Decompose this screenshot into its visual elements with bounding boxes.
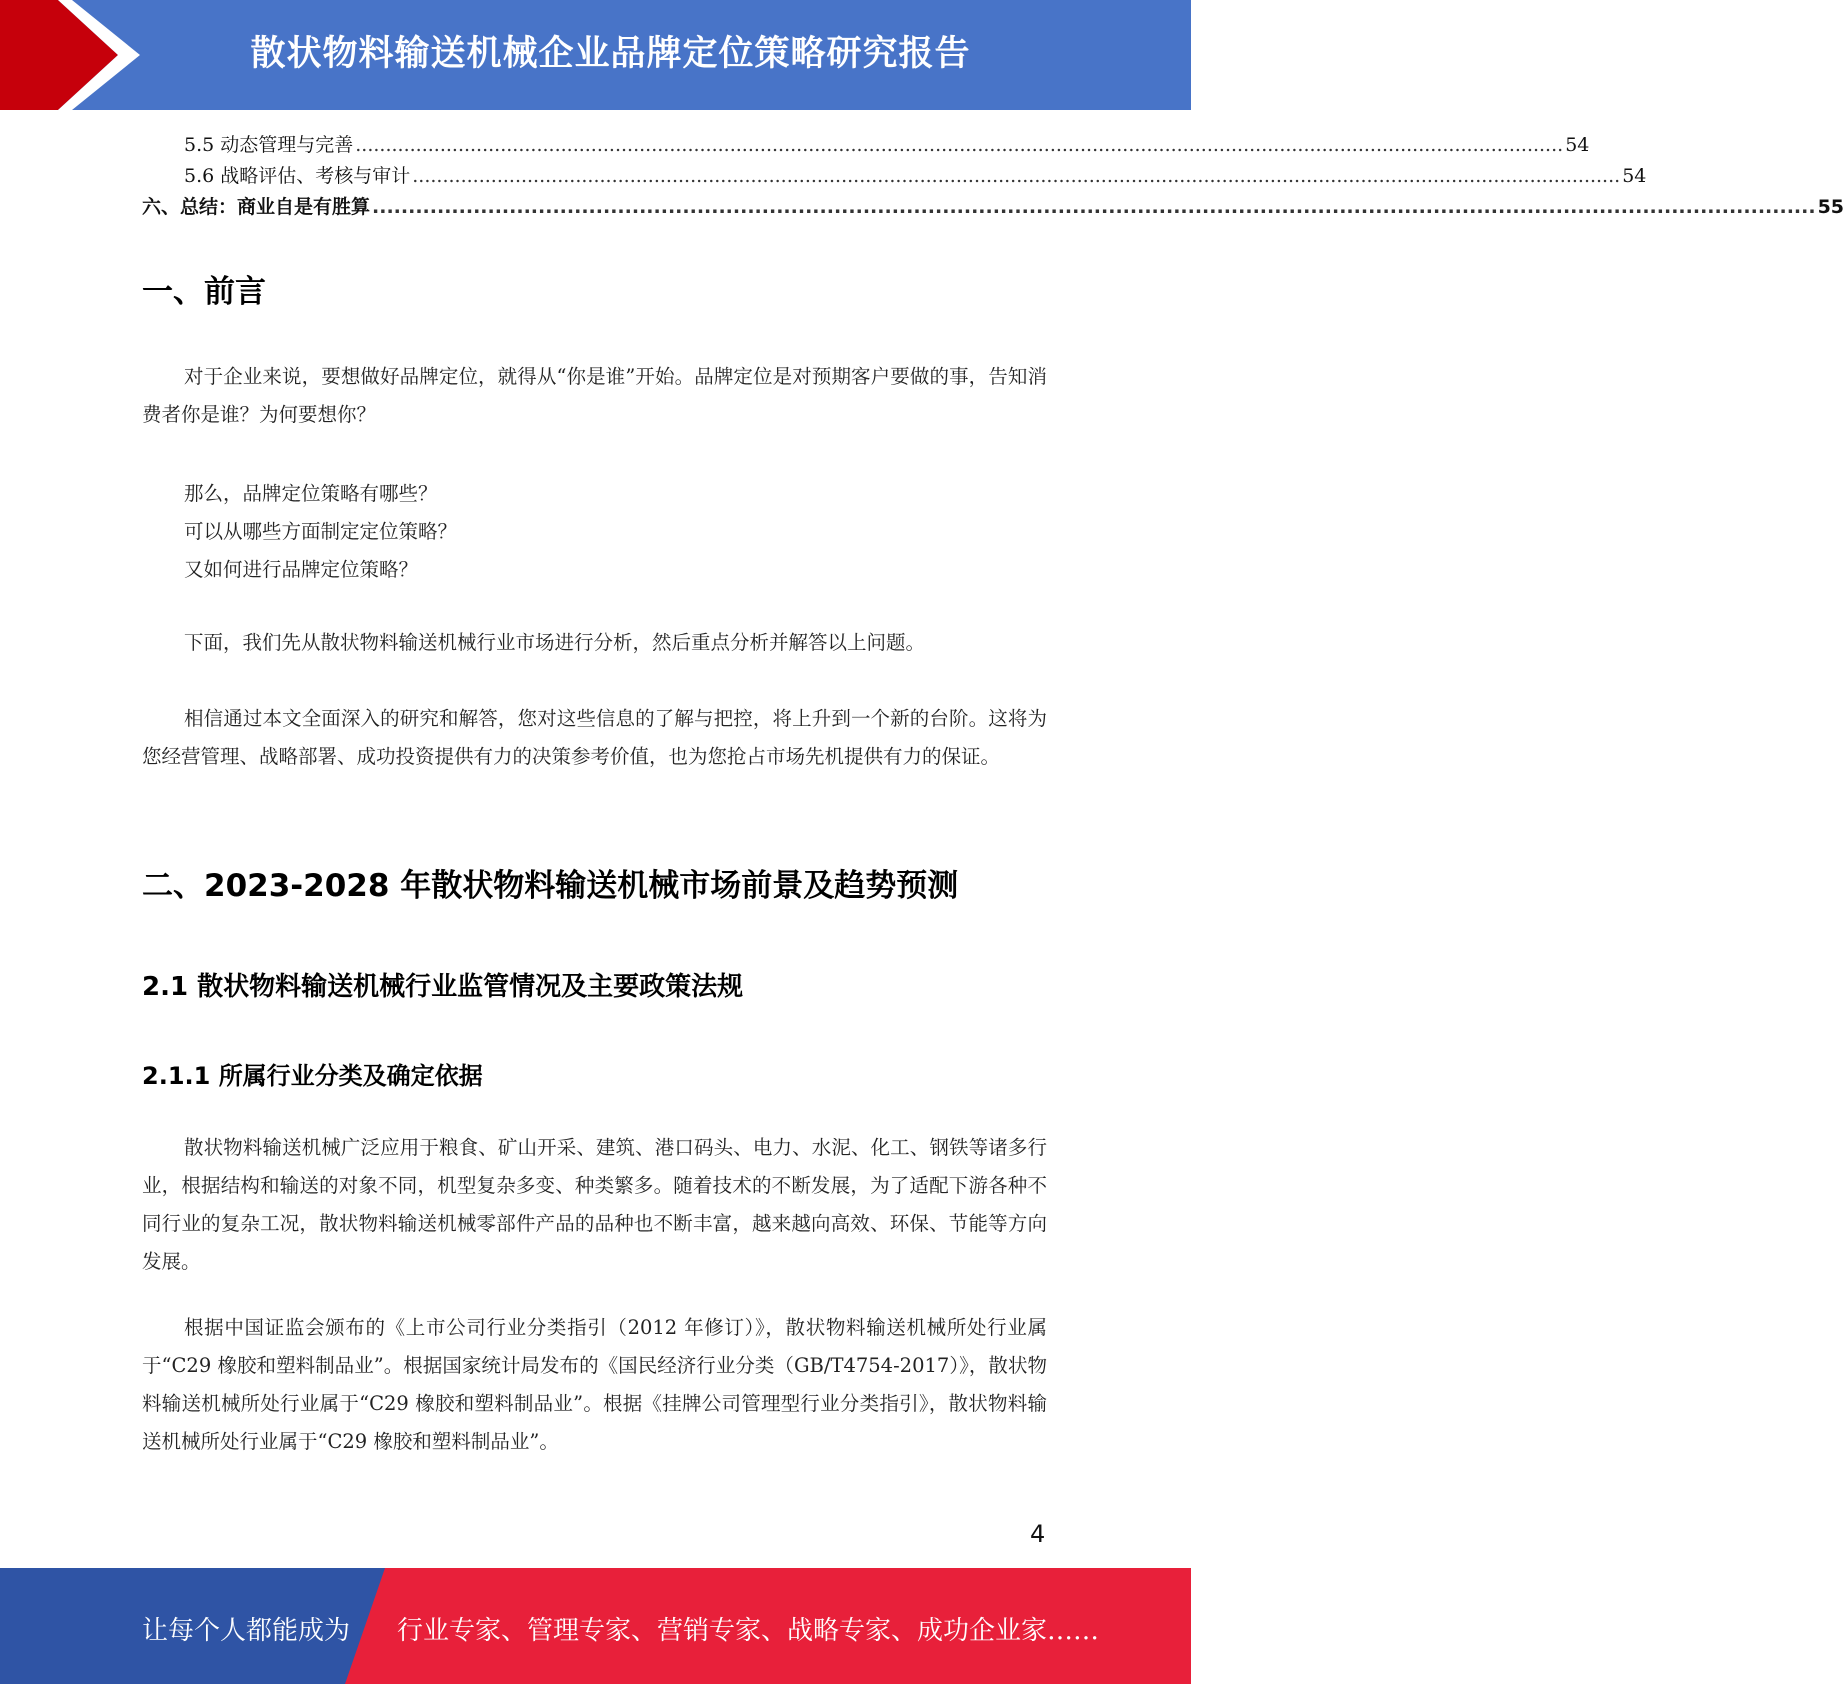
section-heading-market-outlook: 二、2023-2028 年散状物料输送机械市场前景及趋势预测 (142, 868, 959, 904)
toc-leader-dots: ........................................................................................................................................................................................................ (355, 134, 1564, 156)
toc-entry[interactable] (142, 192, 1844, 222)
preface-paragraph-1: 对于企业来说，要想做好品牌定位，就得从“你是谁”开始。品牌定位是对预期客户要做的事，告知消费者你是谁？为何要想你？ (142, 365, 1047, 426)
industry-classification-paragraph-1: 散状物料输送机械广泛应用于粮食、矿山开采、建筑、港口码头、电力、水泥、化工、钢铁等诸多行业，根据结构和输送的对象不同，机型复杂多变、种类繁多。随着技术的不断发展，为了适配下游各种不同行业的复杂工况，散状物料输送机械零部件产品的品种也不断丰富，越来越向高效、环保、节能等方向发展。 (142, 1136, 1047, 1273)
toc-entry-label: 5.5 动态管理与完善 (184, 134, 354, 156)
toc-entry-label: 5.6 战略评估、考核与审计 (184, 165, 411, 187)
toc-entry-label: 六、总结：商业自是有胜算 (142, 196, 371, 218)
footer-slogan-right: 行业专家、管理专家、营销专家、战略专家、成功企业家…… (397, 1616, 1100, 1646)
subsection-heading-2-1: 2.1 散状物料输送机械行业监管情况及主要政策法规 (142, 972, 744, 1002)
question-line-3: 又如何进行品牌定位策略？ (184, 558, 419, 581)
section-heading-preface: 一、前言 (142, 274, 266, 310)
subsection-heading-2-1-1: 2.1.1 所属行业分类及确定依据 (142, 1062, 483, 1090)
page-header (0, 0, 1191, 110)
toc-entry[interactable] (142, 130, 1590, 160)
footer-slogan-left: 让每个人都能成为 (142, 1616, 351, 1646)
toc-entry[interactable] (142, 161, 1647, 191)
toc-entry-page: 55 (1817, 196, 1844, 218)
industry-classification-paragraph-2: 根据中国证监会颁布的《上市公司行业分类指引（2012 年修订）》，散状物料输送机械所处行业属于“C29 橡胶和塑料制品业”。根据国家统计局发布的《国民经济行业分类（GB/T4754-2017）》，散状物料输送机械所处行业属于“C29 橡胶和塑料制品业”。根据《挂牌公司管理型行业分类指引》，散状物料输送机械所处行业属于“C29 橡胶和塑料制品业”。 (142, 1316, 1047, 1453)
preface-paragraph-2: 下面，我们先从散状物料输送机械行业市场进行分析，然后重点分析并解答以上问题。 (184, 631, 926, 654)
report-title: 散状物料输送机械企业品牌定位策略研究报告 (250, 34, 971, 74)
question-line-2: 可以从哪些方面制定定位策略？ (184, 520, 458, 543)
page-footer (0, 1568, 1191, 1684)
toc-entry-page: 54 (1565, 134, 1590, 156)
question-line-1: 那么，品牌定位策略有哪些？ (184, 482, 438, 505)
toc-leader-dots: ........................................................................................................................................................................................................ (372, 196, 1816, 218)
toc-entry-page: 54 (1622, 165, 1647, 187)
preface-paragraph-3: 相信通过本文全面深入的研究和解答，您对这些信息的了解与把控，将上升到一个新的台阶。这将为您经营管理、战略部署、成功投资提供有力的决策参考价值，也为您抢占市场先机提供有力的保证。 (142, 707, 1047, 768)
page-number: 4 (1030, 1520, 1046, 1548)
toc-leader-dots: ........................................................................................................................................................................................................ (412, 165, 1621, 187)
